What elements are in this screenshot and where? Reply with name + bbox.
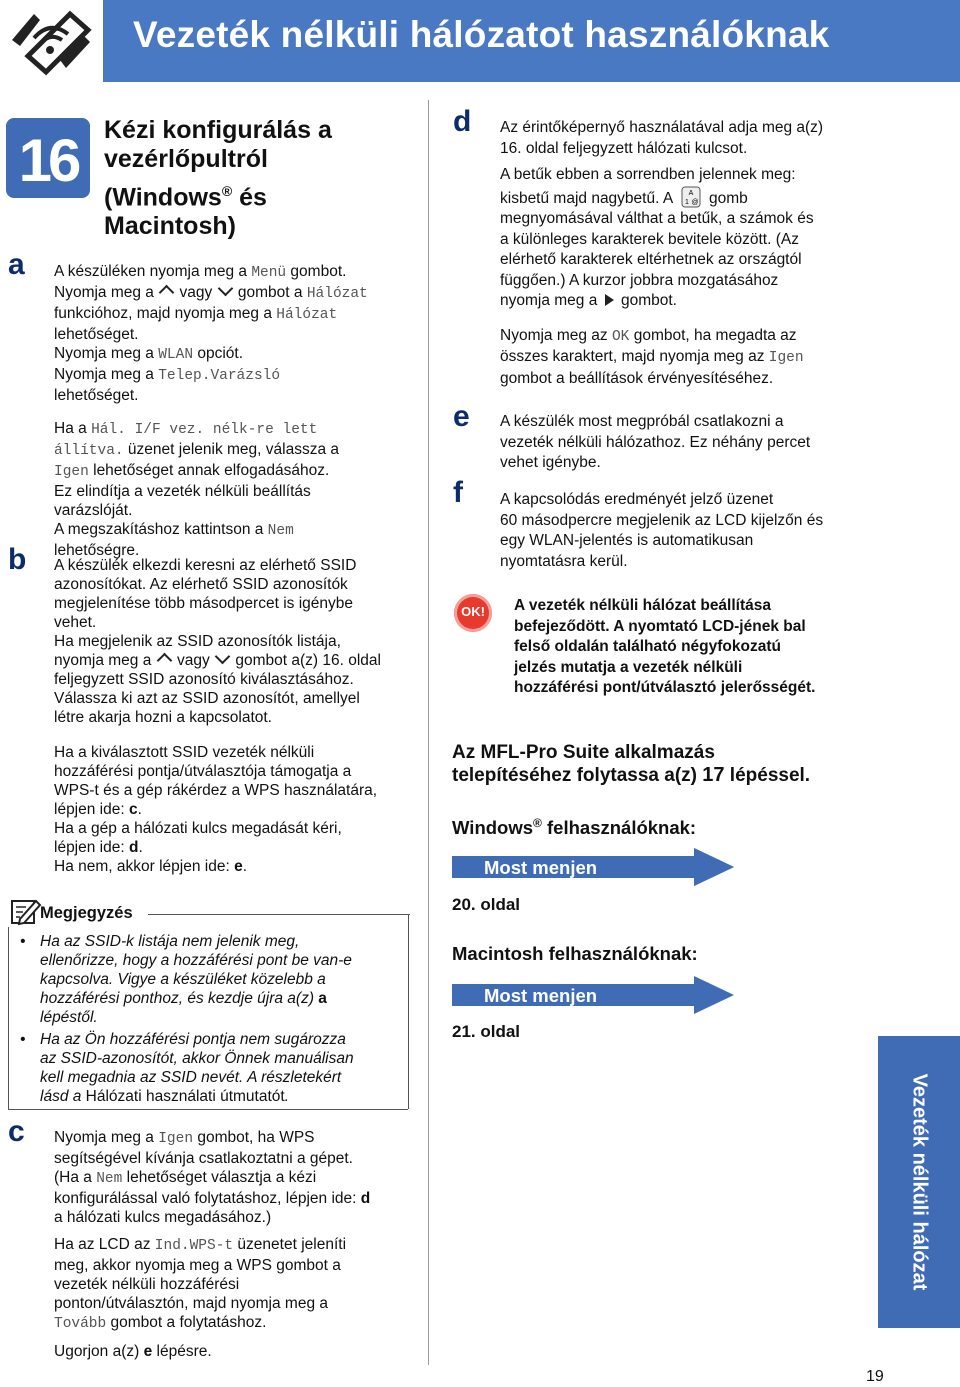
text-line: megnyomásával válthat a betűk, a számok és	[500, 210, 814, 227]
text-line: létre akarja hozni a kapcsolatot.	[54, 709, 272, 726]
text-line: ponton/útválasztón, majd nyomja meg a	[54, 1295, 328, 1312]
page-number: 19	[866, 1368, 884, 1385]
text-line: Ha a Hál. I/F vez. nélk-re lett	[54, 420, 318, 438]
down-arrow-icon	[214, 652, 231, 669]
header-bar	[103, 0, 960, 82]
down-arrow-icon	[217, 284, 234, 301]
text-line: elérhető karakterek eltérhetnek az országtól	[500, 251, 802, 268]
page-title: Vezeték nélküli hálózatot használóknak	[133, 14, 830, 55]
text-line: Ha megjelenik az SSID azonosítók listája,	[54, 633, 341, 650]
text-line: vehet.	[54, 614, 97, 631]
text-line: gombot a beállítások érvényesítéséhez.	[500, 369, 774, 387]
step-letter-d: d	[453, 105, 472, 138]
step-d-text	[500, 118, 855, 389]
text-line: WPS-t és a gép rákérdez a WPS használatára,	[54, 782, 378, 799]
text-line: lehetőséget.	[54, 326, 139, 343]
text-line: lehetőséget.	[54, 387, 139, 404]
text-line: kapcsolva. Vigye a készüléket közelebb a	[40, 971, 326, 988]
text-line: a különleges karakterek bevitele között. (Az	[500, 230, 799, 248]
text-line: 60 másodpercre megjelenik az LCD kijelzőn és	[500, 511, 824, 529]
windows-go-button[interactable]: Most menjen	[452, 848, 734, 886]
install-heading: Az MFL-Pro Suite alkalmazás telepítéséhez folytassa a(z) 17 lépéssel.	[452, 742, 811, 786]
text-line: egy WLAN-jelentés is automatikusan	[500, 532, 754, 549]
text-line: lépéstől.	[40, 1009, 98, 1026]
symbol-key-icon	[677, 190, 705, 207]
text-line: jelzés mutatja a vezeték nélküli	[514, 658, 743, 676]
text-line: funkcióhoz, majd nyomja meg a Hálózat	[54, 305, 338, 323]
ok-badge-icon: OK!	[454, 594, 492, 632]
note-item-2: • Ha az Ön hozzáférési pontja nem sugározza az SSID-azonosítót, akkor Önnek manuálisan kell megadnia az SSID nevét. A részletekért lásd a Hálózati használati útmutatót.	[20, 1030, 400, 1106]
text-line: Ha a gép a hálózati kulcs megadását kéri,	[54, 820, 342, 837]
step-f-text	[500, 490, 855, 572]
text-line: Tovább gombot a folytatáshoz.	[54, 1314, 267, 1332]
text-line: meg, akkor nyomja meg a WPS gombot a	[54, 1257, 341, 1274]
step-a-text	[54, 262, 414, 560]
windows-page-ref: 20. oldal	[452, 895, 521, 914]
text-line: függően.) A kurzor jobbra mozgatásához	[500, 271, 779, 289]
text-line: Ha az SSID-k listája nem jelenik meg,	[40, 933, 300, 950]
text-line: hozzáférési pont/útválasztó jelerősségét.	[514, 679, 816, 696]
note-box	[8, 895, 408, 1115]
text-line: vehet igénybe.	[500, 454, 601, 471]
text-line: Nyomja meg a vagy gombot a Hálózat	[54, 284, 368, 302]
text-line: (Ha a Nem lehetőséget választja a kézi	[54, 1169, 317, 1187]
text-line: megjelenítése több másodpercet is igénybe	[54, 595, 353, 612]
text-line: azonosítókat. Az elérhető SSID azonosítók	[54, 576, 348, 593]
text-line: feljegyzett SSID azonosító kiválasztásához.	[54, 671, 354, 688]
text-line: nyomja meg a gombot.	[500, 292, 677, 309]
text-line: Nyomja meg a Telep.Varázsló	[54, 366, 281, 384]
text-line: a hálózati kulcs megadásához.)	[54, 1209, 272, 1226]
text-line: segítségével kívánja csatlakoztatni a gépet.	[54, 1150, 353, 1167]
step-title: Kézi konfigurálás a vezérlőpultról (Windows® és Macintosh)	[104, 116, 332, 241]
text-line: nyomja meg a vagy gombot a(z) 16. oldal	[54, 652, 381, 669]
text-line: Igen lehetőséget annak elfogadásához.	[54, 462, 330, 480]
step-e-text	[500, 412, 855, 474]
mac-heading: Macintosh felhasználóknak:	[452, 943, 698, 964]
text-line: ellenőrizze, hogy a hozzáférési pont be van-e	[40, 952, 352, 969]
svg-text:@: @	[691, 198, 699, 206]
text-line: A készülék elkezdi keresni az elérhető SSID	[54, 557, 357, 574]
text-line: Az érintőképernyő használatával adja meg a(z)	[500, 119, 824, 136]
text-line: állítva. üzenet jelenik meg, válassza a	[54, 441, 340, 459]
text-line: Ugorjon a(z) e lépésre.	[54, 1343, 212, 1360]
note-right-border	[408, 914, 409, 1109]
text-line: lépjen ide: c.	[54, 801, 142, 818]
text-line: kisbetű majd nagybetű. A A 1 @ gomb	[500, 186, 855, 210]
text-line: A készülék most megpróbál csatlakozni a	[500, 413, 784, 430]
mac-page-ref: 21. oldal	[452, 1022, 521, 1041]
text-line: nyomtatásra kerül.	[500, 552, 628, 570]
wifi-logo-icon	[0, 0, 100, 82]
step-letter-a: a	[8, 248, 25, 281]
text-line: A készüléken nyomja meg a Menü gombot.	[54, 263, 347, 281]
text-line: Ha a kiválasztott SSID vezeték nélküli	[54, 744, 315, 761]
column-divider	[428, 100, 429, 1365]
step-b-text	[54, 556, 414, 876]
step-letter-c: c	[8, 1115, 25, 1148]
right-arrow-icon	[605, 294, 614, 306]
windows-heading: Windows® felhasználóknak:	[452, 816, 697, 839]
step-letter-f: f	[453, 476, 463, 509]
text-line: kell megadnia az SSID nevét. A részletekért	[40, 1069, 342, 1086]
text-line: Nyomja meg a WLAN opciót.	[54, 345, 244, 363]
text-line: vezeték nélküli hozzáférési	[54, 1276, 240, 1293]
text-line: Válassza ki azt az SSID azonosítót, amellyel	[54, 690, 360, 707]
up-arrow-icon	[156, 652, 173, 669]
step-c-text	[54, 1128, 424, 1361]
note-title: Megjegyzés	[40, 904, 133, 922]
step-number: 16	[18, 127, 78, 194]
side-tab	[878, 1036, 960, 1328]
text-line: felső oldalán található négyfokozatú	[514, 638, 781, 655]
text-line: az SSID-azonosítót, akkor Önnek manuálisan	[40, 1050, 354, 1067]
svg-text:1: 1	[684, 198, 689, 206]
text-line: Nyomja meg a Igen gombot, ha WPS	[54, 1129, 315, 1147]
text-line: Ha az LCD az Ind.WPS-t üzenetet jeleníti	[54, 1236, 347, 1254]
side-tab-label: Vezeték nélküli hálózat	[908, 1073, 931, 1291]
text-line: varázslóját.	[54, 502, 133, 519]
text-line: befejeződött. A nyomtató LCD-jének bal	[514, 617, 806, 635]
up-arrow-icon	[158, 284, 175, 301]
text-line: A kapcsolódás eredményét jelző üzenet	[500, 491, 774, 508]
text-line: hozzáférési pontja/útválasztója támogatja a	[54, 763, 352, 780]
note-left-border	[8, 927, 9, 1109]
text-line: összes karaktert, majd nyomja meg az Igen	[500, 348, 804, 366]
text-line: konfigurálással való folytatáshoz, lépjen ide: d	[54, 1190, 371, 1207]
text-line: hozzáférési ponthoz, és kezdje újra a(z) a	[40, 990, 327, 1007]
note-bottom-border	[8, 1109, 408, 1110]
text-line: A megszakításhoz kattintson a Nem	[54, 521, 294, 539]
text-line: Ha az Ön hozzáférési pontja nem sugározza	[40, 1031, 346, 1048]
text-line: Ha nem, akkor lépjen ide: e.	[54, 858, 248, 875]
text-line: vezeték nélküli hálózathoz. Ez néhány percet	[500, 433, 811, 451]
note-title-underline	[148, 914, 410, 915]
mac-go-button[interactable]: Most menjen	[452, 976, 734, 1014]
step-letter-e: e	[453, 400, 470, 433]
svg-text:A: A	[688, 189, 693, 197]
text-line: lehetőségre.	[54, 542, 140, 559]
text-line: lásd a Hálózati használati útmutatót.	[40, 1088, 290, 1105]
text-line: 16. oldal feljegyzett hálózati kulcsot.	[500, 139, 748, 157]
text-line: Ez elindítja a vezeték nélküli beállítás	[54, 483, 311, 500]
note-item-1: • Ha az SSID-k listája nem jelenik meg, ellenőrizze, hogy a hozzáférési pont be van-e kapcsolva. Vigye a készüléket közelebb a hozzáférési ponthoz, és kezdje újra a(z) a lépéstől.	[20, 932, 400, 1027]
step-number-badge	[6, 118, 90, 198]
note-pencil-icon	[10, 897, 42, 927]
ok-text	[514, 596, 864, 699]
text-line: A vezeték nélküli hálózat beállítása	[514, 597, 771, 614]
text-line: lépjen ide: d.	[54, 839, 143, 856]
step-letter-b: b	[8, 543, 27, 576]
text-line: A betűk ebben a sorrendben jelennek meg:	[500, 166, 796, 183]
text-line: Nyomja meg az OK gombot, ha megadta az	[500, 326, 797, 345]
